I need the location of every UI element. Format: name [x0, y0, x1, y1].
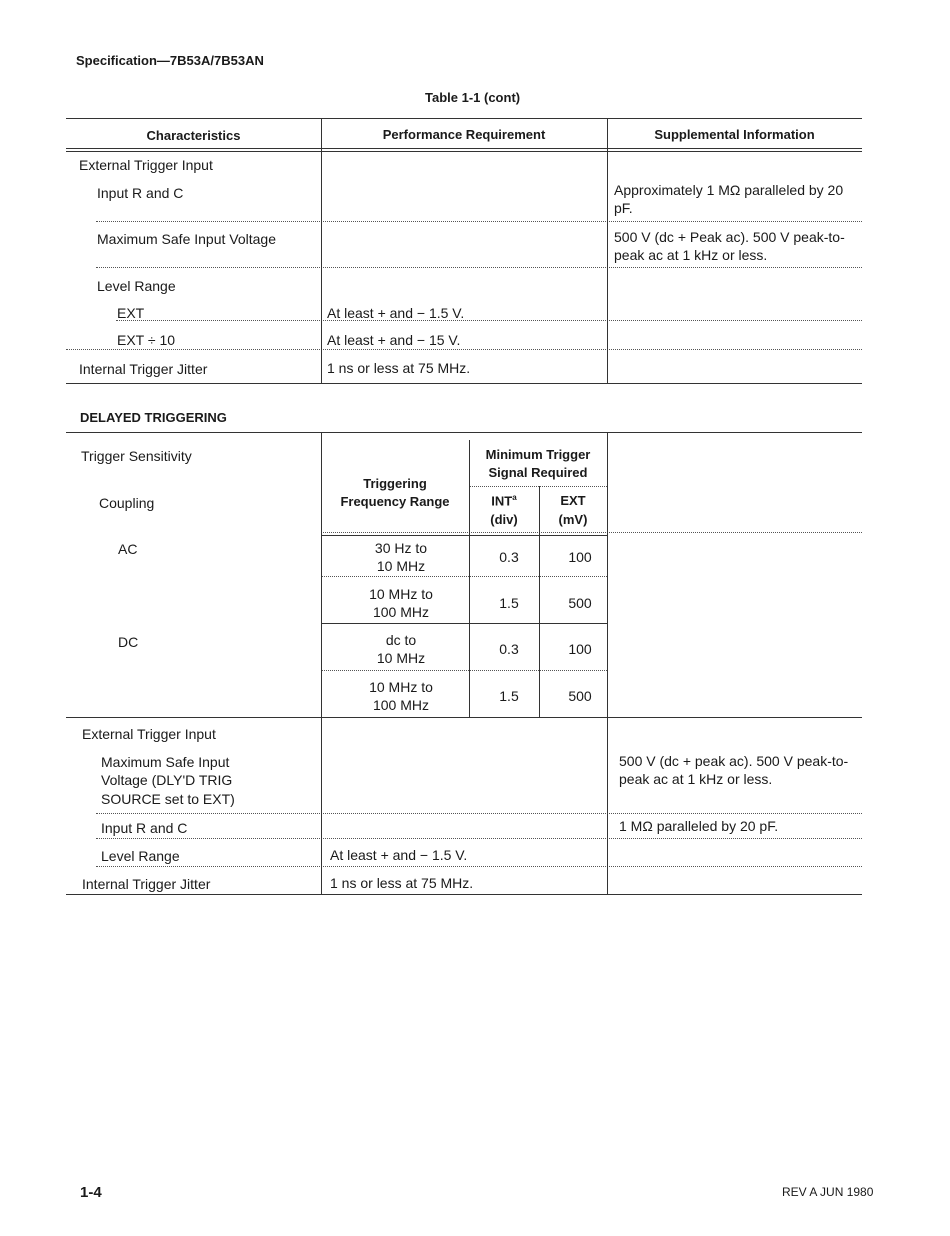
- int-value: 1.5: [499, 688, 519, 704]
- freq-range-line1: 10 MHz to: [369, 679, 433, 695]
- level-range-label: Level Range: [97, 278, 176, 294]
- ext-value: 500: [568, 595, 592, 611]
- ext-header: EXT: [560, 493, 586, 508]
- input-rc-info: Approximately 1 MΩ paralleled by 20 pF.: [614, 182, 844, 216]
- freq-range-line1: 30 Hz to: [374, 540, 428, 556]
- col-header-performance: Performance Requirement: [382, 127, 546, 142]
- int-value: 1.5: [499, 595, 519, 611]
- dly-level-range-label: Level Range: [101, 848, 180, 864]
- dc-label: DC: [118, 634, 139, 650]
- ext-value: 100: [568, 549, 592, 565]
- int-header: INT$^a$: [491, 493, 517, 509]
- trigger-sensitivity-label: Trigger Sensitivity: [81, 448, 192, 464]
- dly-max-safe-line3: SOURCE set to EXT): [101, 791, 235, 807]
- dly-input-rc-label: Input R and C: [101, 820, 188, 836]
- ext10-label: EXT ÷ 10: [117, 332, 176, 348]
- int-value: 0.3: [499, 641, 519, 657]
- col-header-characteristics: Characteristics: [146, 128, 241, 143]
- jitter-requirement: 1 ns or less at 75 MHz.: [327, 360, 471, 376]
- freq-header-line1: Triggering: [363, 476, 427, 491]
- int-unit: (div): [490, 512, 518, 527]
- revision-label: REV A JUN 1980: [782, 1185, 874, 1199]
- spec-header: Specification—7B53A/7B53AN: [76, 53, 264, 68]
- freq-range-line2: 100 MHz: [372, 697, 430, 713]
- col-header-supplemental: Supplemental Information: [654, 127, 815, 142]
- input-rc-label: Input R and C: [97, 185, 184, 201]
- dly-max-safe-line2: Voltage (DLY'D TRIG: [101, 772, 233, 788]
- dly-jitter-label: Internal Trigger Jitter: [82, 876, 211, 892]
- dly-max-safe-line1: Maximum Safe Input: [101, 754, 230, 770]
- dly-input-rc-info: 1 MΩ paralleled by 20 pF.: [619, 818, 779, 834]
- min-trigger-header-line1: Minimum Trigger: [485, 447, 591, 462]
- max-safe-voltage-label: Maximum Safe Input Voltage: [97, 231, 276, 247]
- jitter-label: Internal Trigger Jitter: [79, 361, 208, 377]
- ext-value: 500: [568, 688, 592, 704]
- ext-unit: (mV): [558, 512, 588, 527]
- freq-range-line2: 100 MHz: [372, 604, 430, 620]
- ac-label: AC: [118, 541, 138, 557]
- ext10-requirement: At least + and − 15 V.: [327, 332, 461, 348]
- max-safe-voltage-info: 500 V (dc + Peak ac). 500 V peak-to-peak ac at 1 kHz or less.: [614, 229, 845, 263]
- page-number: 1-4: [80, 1184, 102, 1201]
- coupling-label: Coupling: [99, 495, 155, 511]
- min-trigger-header-line2: Signal Required: [488, 465, 588, 480]
- ext-trigger-heading: External Trigger Input: [79, 157, 213, 173]
- table-title: Table 1-1 (cont): [425, 90, 521, 105]
- int-value: 0.3: [499, 549, 519, 565]
- dly-jitter-requirement: 1 ns or less at 75 MHz.: [330, 875, 474, 891]
- freq-range-line1: 10 MHz to: [369, 586, 433, 602]
- dly-ext-trigger-heading: External Trigger Input: [82, 726, 216, 742]
- freq-header-line2: Frequency Range: [340, 494, 450, 509]
- ext-label: EXT: [117, 305, 145, 321]
- ext-value: 100: [568, 641, 592, 657]
- delayed-triggering-title: DELAYED TRIGGERING: [80, 410, 227, 425]
- dly-max-safe-info: 500 V (dc + peak ac). 500 V peak-to-peak ac at 1 kHz or less.: [619, 753, 849, 787]
- freq-range-line2: 10 MHz: [376, 558, 426, 574]
- freq-range-line2: 10 MHz: [376, 650, 426, 666]
- dly-level-range-requirement: At least + and − 1.5 V.: [330, 847, 468, 863]
- freq-range-line1: dc to: [385, 632, 417, 648]
- ext-requirement: At least + and − 1.5 V.: [327, 305, 465, 321]
